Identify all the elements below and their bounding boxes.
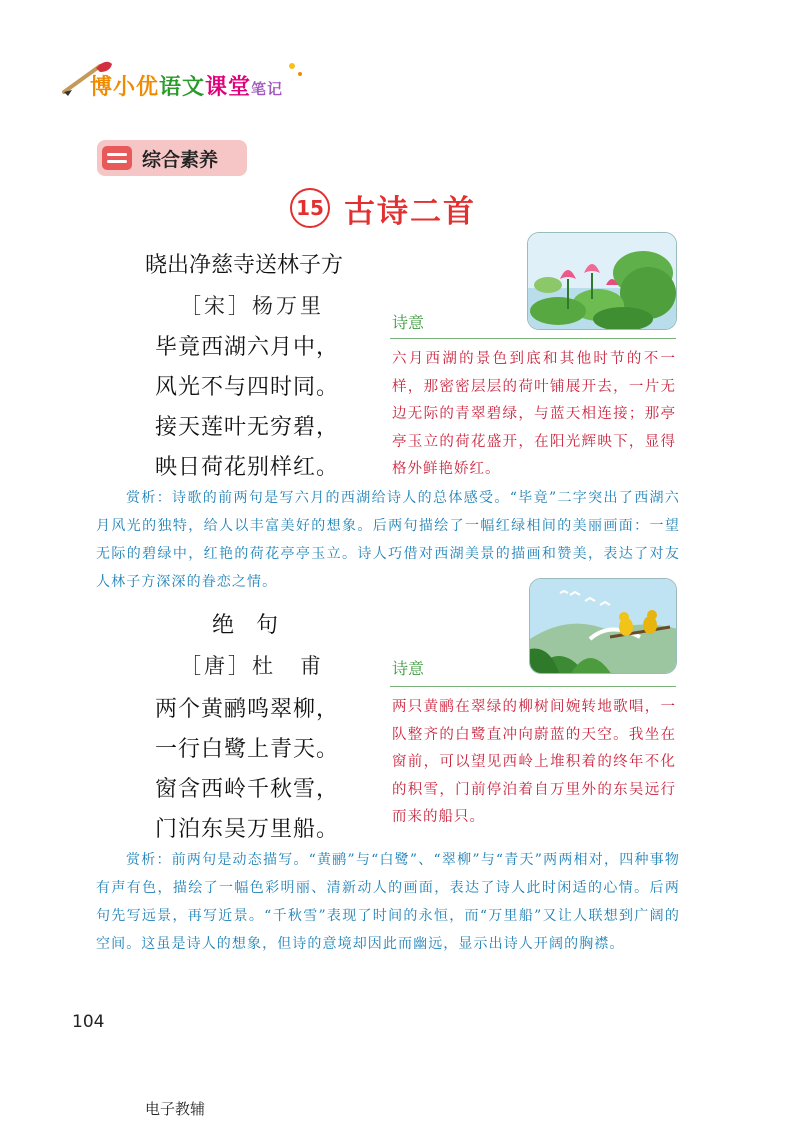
lesson-heading	[290, 186, 476, 230]
lesson-title: 古诗二首	[344, 193, 476, 230]
poem2-author: ［唐］杜 甫	[180, 654, 324, 678]
poem1-title: 晓出净慈寺送林子方	[145, 253, 344, 278]
poem2-analysis: 赏析：前两句是动态描写。“黄鹂”与“白鹭”、“翠柳”与“青天”两两相对，四种事物有声有色，描绘了一幅色彩明丽、清新动人的画面，表达了诗人此时闲适的心情。后两句先写远景，再写近景。“千秋雪”表现了时间的永恒，而“万里船”又让人联想到广阔的空间。这虽是诗人的想象，但诗的意境却因此而幽远，显示出诗人开阔的胸襟。	[96, 852, 680, 952]
poem2-line-3: 窗含西岭千秋雪，	[155, 777, 340, 802]
poem2-shiyi-label: 诗意	[392, 659, 425, 678]
poem1-shiyi-divider	[390, 338, 676, 339]
poem1-line-4: 映日荷花别样红。	[155, 455, 340, 480]
lotus-icon	[528, 233, 677, 330]
poem1-author: ［宋］杨万里	[180, 294, 324, 318]
poem1-line-1: 毕竟西湖六月中，	[155, 335, 340, 360]
logo-part-3: 课堂	[205, 75, 252, 100]
poem2-shiyi-divider	[390, 686, 676, 687]
poem2-shiyi-text: 两只黄鹂在翠绿的柳树间婉转地歌唱，一队整齐的白鹭直冲向蔚蓝的天空。我坐在窗前，可以望见西岭上堆积着的终年不化的积雪，门前停泊着自万里外的东吴远行而来的船只。	[392, 699, 676, 825]
section-tag	[97, 140, 247, 176]
logo-text	[90, 70, 283, 101]
poem1-line-3: 接天莲叶无穷碧，	[155, 415, 340, 440]
poem2-line-2: 一行白鹭上青天。	[155, 737, 340, 762]
poem2-title: 绝 句	[212, 613, 279, 638]
logo-part-4: 笔记	[251, 80, 284, 98]
orioles-illustration	[529, 578, 677, 674]
section-label: 综合素养	[142, 148, 219, 171]
poem1-shiyi-label: 诗意	[392, 313, 425, 332]
birds-icon	[530, 579, 677, 674]
logo-part-1: 博小优	[90, 75, 160, 100]
section-icon	[102, 146, 132, 170]
poem1-shiyi-text: 六月西湖的景色到底和其他时节的不一样，那密密层层的荷叶铺展开去，一片无边无际的青翠碧绿，与蓝天相连接；那亭亭玉立的荷花盛开，在阳光辉映下，显得格外鲜艳娇红。	[392, 351, 676, 477]
lotus-illustration	[527, 232, 677, 330]
poem1-line-2: 风光不与四时同。	[155, 375, 340, 400]
footer-text: 电子教辅	[145, 1100, 206, 1118]
poem2-line-1: 两个黄鹂鸣翠柳，	[155, 697, 340, 722]
poem2-line-4: 门泊东吴万里船。	[155, 817, 340, 842]
poem1-analysis: 赏析：诗歌的前两句是写六月的西湖给诗人的总体感受。“毕竟”二字突出了西湖六月风光的独特，给人以丰富美好的想象。后两句描绘了一幅红绿相间的美丽画面：一望无际的碧绿中，红艳的荷花亭亭玉立。诗人巧借对西湖美景的描画和赞美，表达了对友人林子方深深的眷恋之情。	[96, 490, 680, 590]
lesson-number: 15	[290, 188, 330, 228]
page-number: 104	[72, 1012, 105, 1032]
logo-part-2: 语文	[159, 75, 206, 100]
